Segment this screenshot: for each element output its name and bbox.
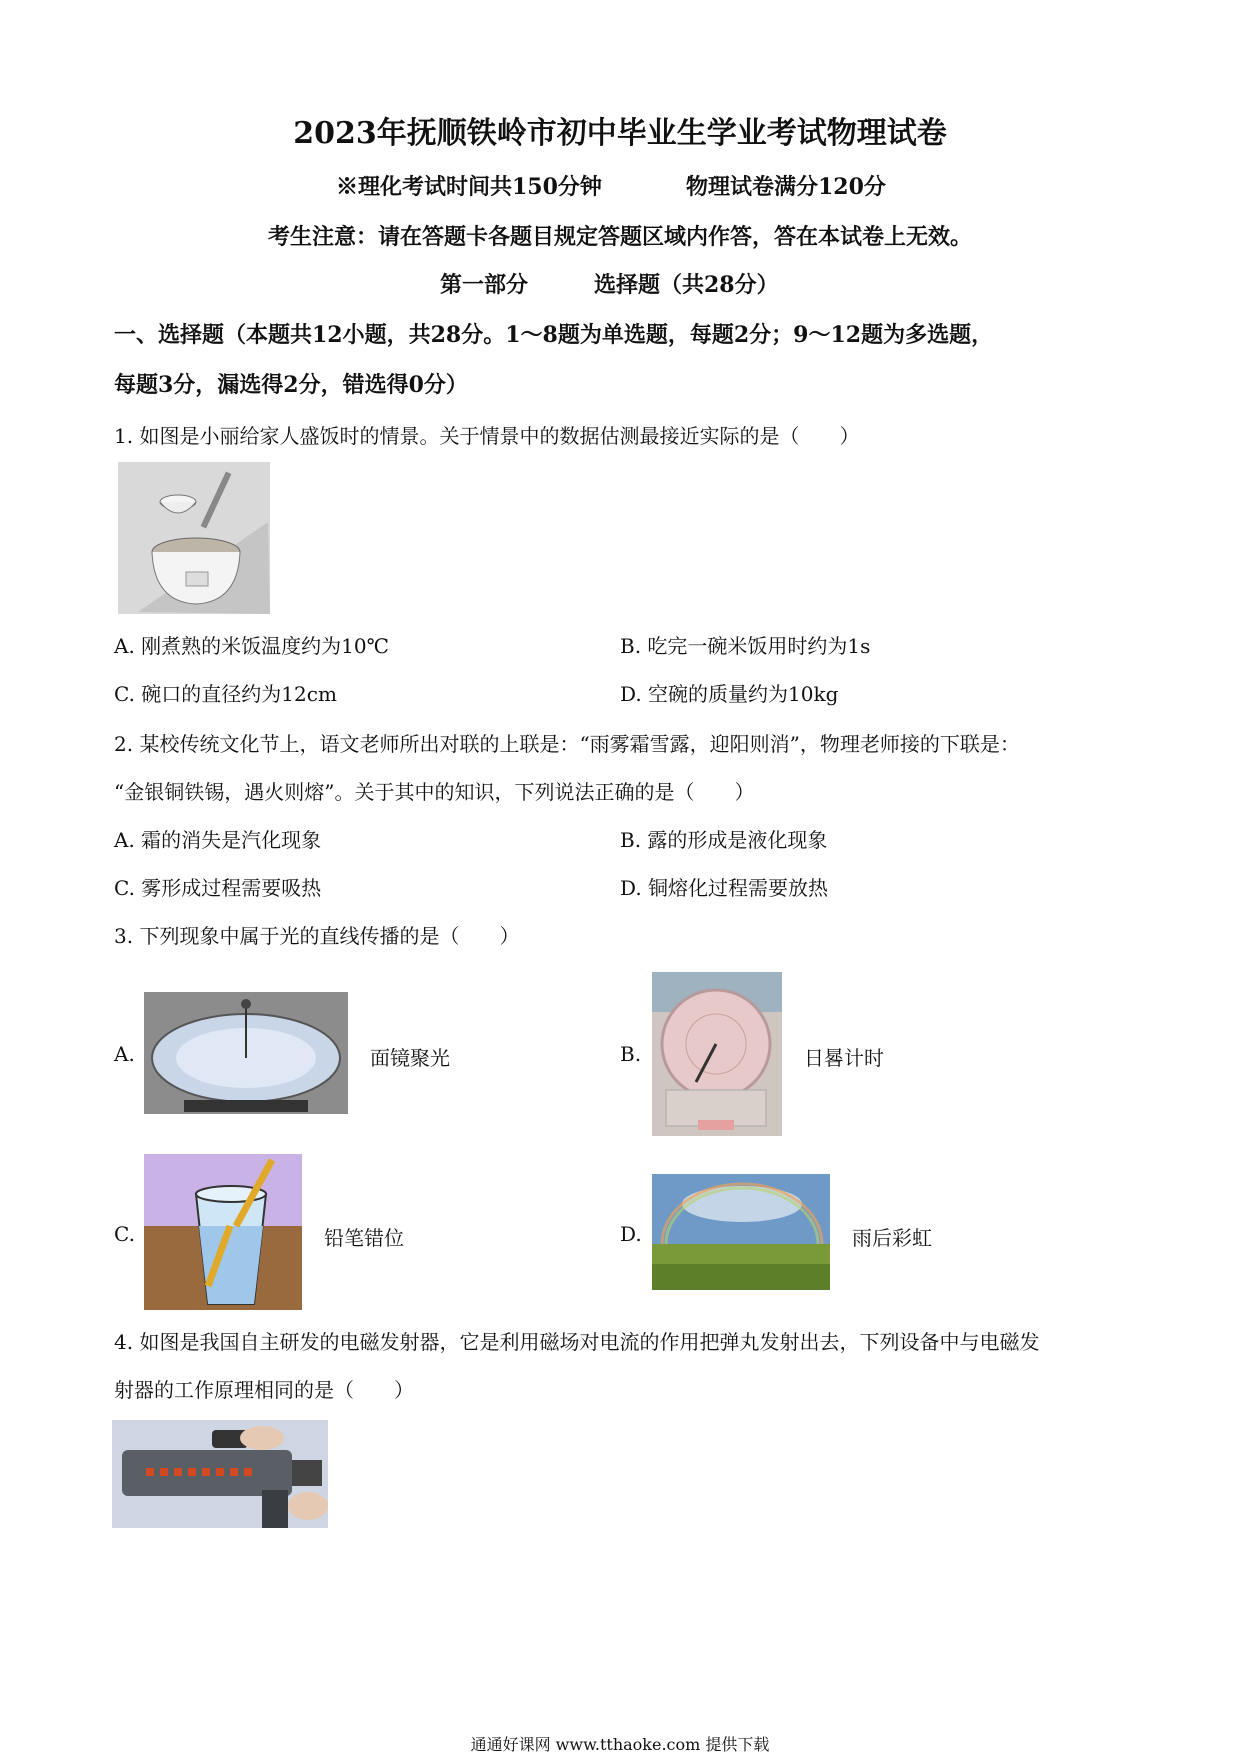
question-1-option-c[interactable]: C. 碗口的直径约为12cm [114, 682, 337, 706]
question-1-option-d[interactable]: D. 空碗的质量约为10kg [620, 682, 839, 706]
part-label: 第一部分 [440, 272, 529, 298]
question-1-stem: 1. 如图是小丽给家人盛饭时的情景。关于情景中的数据估测最接近实际的是（ ） [114, 424, 860, 448]
question-3-option-d-caption: 雨后彩虹 [852, 1226, 932, 1250]
footer-source: 通通好课网 www.tthaoke.com 提供下载 [470, 1735, 770, 1754]
question-1-option-b[interactable]: B. 吃完一碗米饭用时约为1s [620, 634, 871, 658]
question-2-stem-line2: “金银铜铁锡，遇火则熔”。关于其中的知识，下列说法正确的是（ ） [114, 780, 755, 804]
question-3-option-d-letter[interactable]: D. [620, 1222, 642, 1246]
question-4-stem-line1: 4. 如图是我国自主研发的电磁发射器，它是利用磁场对电流的作用把弹丸发射出去，下列设备中与电磁发 [114, 1330, 1040, 1354]
question-3-option-a-caption: 面镜聚光 [370, 1046, 450, 1070]
question-2-stem-line1: 2. 某校传统文化节上，语文老师所出对联的上联是：“雨雾霜雪露，迎阳则消”，物理老师接的下联是： [114, 732, 1020, 756]
question-4-stem-line2: 射器的工作原理相同的是（ ） [114, 1378, 414, 1402]
section-instructions-line2: 每题3分，漏选得2分，错选得0分） [114, 372, 468, 398]
section-instructions-line1: 一、选择题（本题共12小题，共28分。1～8题为单选题，每题2分；9～12题为多选题， [114, 322, 994, 348]
exam-score-note: 物理试卷满分120分 [686, 174, 886, 200]
question-3-option-b-letter[interactable]: B. [620, 1042, 642, 1066]
pencil-in-water-photo [144, 1154, 302, 1310]
question-3-option-c-caption: 铅笔错位 [324, 1226, 404, 1250]
exam-title: 2023年抚顺铁岭市初中毕业生学业考试物理试卷 [293, 116, 947, 151]
question-3-option-a-letter[interactable]: A. [114, 1042, 135, 1066]
question-2-option-c[interactable]: C. 雾形成过程需要吸热 [114, 876, 322, 900]
question-3-option-b-caption: 日晷计时 [804, 1046, 884, 1070]
question-2-option-b[interactable]: B. 露的形成是液化现象 [620, 828, 828, 852]
question-3-option-c-letter[interactable]: C. [114, 1222, 135, 1246]
part-title: 选择题（共28分） [594, 272, 779, 298]
rainbow-photo [652, 1174, 830, 1290]
question-2-option-a[interactable]: A. 霜的消失是汽化现象 [114, 828, 322, 852]
candidate-notice: 考生注意：请在答题卡各题目规定答题区域内作答，答在本试卷上无效。 [267, 224, 972, 250]
electromagnetic-launcher-photo [112, 1420, 328, 1528]
question-1-option-a[interactable]: A. 刚煮熟的米饭温度约为10℃ [114, 634, 389, 658]
solar-concentrator-photo [144, 992, 348, 1114]
question-3-stem: 3. 下列现象中属于光的直线传播的是（ ） [114, 924, 520, 948]
rice-serving-photo [118, 462, 270, 614]
sundial-photo [652, 972, 782, 1136]
question-2-option-d[interactable]: D. 铜熔化过程需要放热 [620, 876, 829, 900]
exam-time-note: ※理化考试时间共150分钟 [336, 174, 602, 200]
